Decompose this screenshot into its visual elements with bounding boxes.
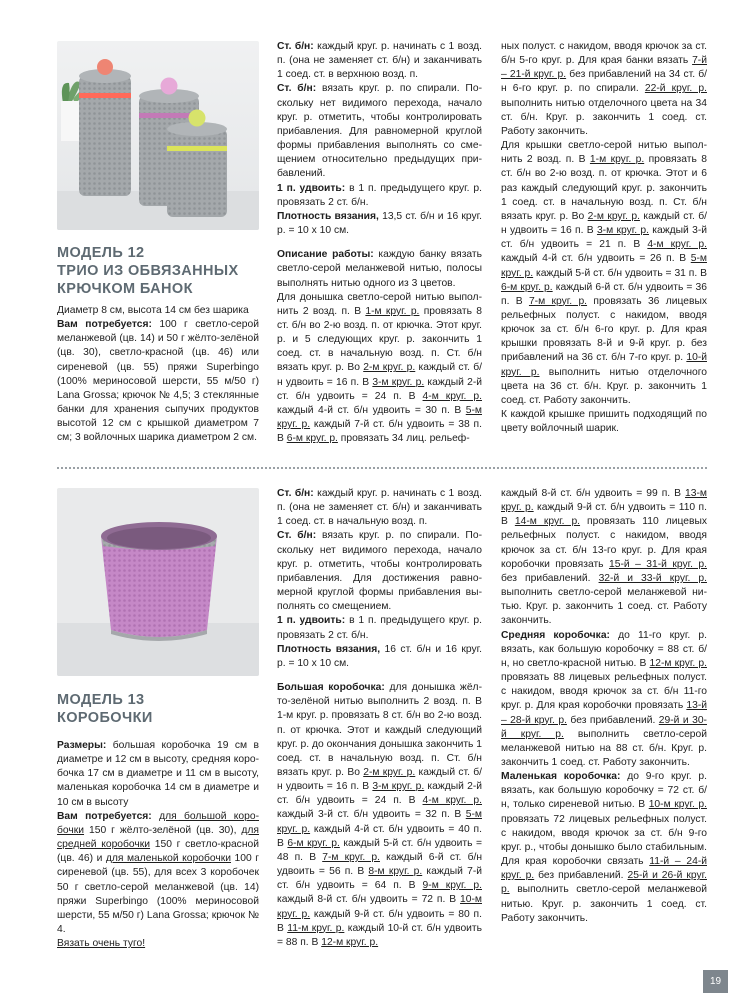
model12-title-2: ТРИО ИЗ ОБВЯЗАННЫХ — [57, 263, 239, 279]
model12-ball-note: К каждой крышке пришить подходящий по цвету войлочный шарик. — [501, 409, 707, 435]
model13-title-2: КОРОБОЧКИ — [57, 710, 153, 726]
model12-column-2 — [277, 40, 482, 446]
model13-title-1: МОДЕЛЬ 13 — [57, 692, 145, 708]
model13-medium-box: Средняя коробочка: до 11-го круг. р. вязать, как большую коробочку = 88 ст. б/н, но светло-красной нитью. В 12-м круг. р. провязать 88 лицевых рельефных полуст. с накидом, вводя крючок за ст. б/н 11-го круг. р. Для края коробочки провязать 13-й – 28-й круг. р. без прибавлений. 29-й и 30-й круг. р. выполнить светло-серой меланжевой нитью на 88 ст. б/н. Круг. р. закончить 1 соед. ст. Работу закончить. — [501, 629, 707, 768]
model13-sc-rule-1: Ст. б/н: каждый круг. р. начинать с 1 возд. п. (она не заменяет ст. б/н) и заканчивать 1 соед. ст. в начальную возд. п. — [277, 488, 482, 528]
model12-gauge: Плотность вязания, 13,5 ст. б/н и 16 круг. р. = 10 х 10 см. — [277, 210, 482, 237]
model12-column-1 — [57, 304, 259, 446]
page-number: 19 — [703, 970, 728, 993]
model13-increase-rule: 1 п. удвоить: в 1 п. предыдущего круг. р. провязать 2 ст. б/н. — [277, 615, 482, 641]
section-divider — [57, 467, 707, 469]
model13-sc-rule-2: Ст. б/н: вязать круг. р. по спирали. Поскольку нет видимого перехода, начало круг. р. отметить, чтобы контролировать прибавления. Для достижения равномерной круглой формы прибавления выполнять со смещением. — [277, 530, 482, 613]
model12-materials: Вам потребуется: 100 г светло-серой меланжевой (цв. 14) и 50 г жёлто-зелёной (цв. 30), светло-красной (цв. 46) или сиреневой (цв. 55) пряжи Superbingo (100% мериносовой шерсти, 55 м/50 г) Lana Grossa; крючок № 4,5; 3 стеклянные банки для хранения сыпучих продуктов высотой 12 см с крышкой диаметром 7 см; 3 войлочных шарика диаметром 2 см. — [57, 319, 259, 444]
model13-column-2 — [277, 487, 482, 950]
basket-photo — [57, 488, 259, 676]
jars-photo — [57, 41, 259, 230]
model12-bottom-instructions: Для донышка светло-серой нитью выполнить 2 возд. п. В 1-м круг. р. провязать 8 ст. б/н во 2-ю возд. п. от крючка. Этот круг. р. и 5 следующих круг. р. закончить 1 соед. ст. в начальную возд. п. Ст. б/н вязать круг. р. Во 2-м круг. р. каждый ст. б/н удвоить = 16 п. В 3-м круг. р. каждый 2-й ст. б/н удвоить = 24 п. В 4-м круг. р. каждый 4-й ст. б/н удвоить = 30 п. В 5-м круг. р. каждый 7-й ст. б/н удвоить = 38 п. В 6-м круг. р. провязать 34 лиц. рельеф- — [277, 291, 483, 445]
model13-materials: Вам потребуется: для большой коробочки 150 г жёлто-зелёной (цв. 30), для средней коробочки 150 г светло-красной (цв. 46) и для маленькой коробочки 100 г сиреневой (цв. 55), для всех 3 коробочек 50 г светло-серой меланжевой (цв. 14) пряжи Superbingo (100% мериносовой шерсти, 55 м/50 г) Lana Grossa; крючок № 4. — [57, 810, 260, 936]
model13-tight-note: Вязать очень туго! — [57, 938, 146, 950]
model12-description: Описание работы: каждую банку вязать светло-серой меланжевой нитью, полосы выполнять нитью одного из 3 цветов. — [277, 249, 483, 289]
model12-sc-rule-2: Ст. б/н: вязать круг. р. по спирали. Поскольку нет видимого перехода, начало круг. р. отметить, чтобы контролировать прибавления. Для равномерной круглой формы прибавления выполнять со смещением относительно предыдущих прибавлений. — [277, 83, 482, 180]
basket-illustration — [57, 488, 259, 676]
model13-gauge: Плотность вязания, 16 ст. б/н и 16 круг. р. = 10 х 10 см. — [277, 643, 483, 669]
model13-column-3 — [501, 487, 707, 926]
model12-title-3: КРЮЧКОМ БАНОК — [57, 281, 193, 297]
model12-title-1: МОДЕЛЬ 12 — [57, 245, 145, 261]
jars-illustration — [57, 41, 259, 230]
model13-sizes: Размеры: большая коробочка 19 см в диаметре и 12 см в высоту, средняя коробочка 17 см в диаметре и 11 см в высоту, маленькая коробочка 14 см в диаметре и 10 см в высоту — [57, 740, 259, 808]
model12-sc-rule-1: Ст. б/н: каждый круг. р. начинать с 1 возд. п. (она не заменяет ст. б/н) и заканчивать 1 соед. ст. в верхнюю возд. п. — [277, 41, 482, 81]
model12-intro: Диаметр 8 см, высота 14 см без шарика — [57, 305, 249, 316]
model12-column-3 — [501, 40, 707, 436]
model13-large-box-edge: каждый 8-й ст. б/н удвоить = 99 п. В 13-м круг. р. каждый 9-й ст. б/н удвоить = 110 п. В 14-м круг. р. провязать 110 лицевых рельефных полуст. с накидом, вводя крючок за ст. б/н 13-го круг. р. Для края коробочки провязать 15-й – 31-й круг. р. без прибавлений. 32-й и 33-й круг. р. выполнить светло-серой меланжевой нитью. Круг. р. закончить 1 соед. ст. Работу закончить. — [501, 488, 707, 627]
model12-jar-edge-instructions: ных полуст. с накидом, вводя крючок за ст. б/н 5-го круг. р. Для края банки вязать 7-й – 21-й круг. р. без прибавлений на 34 ст. б/н 6-го круг. р. по спирали. 22-й круг. р. выполнить нитью отделочного цвета на 34 ст. б/н. Круг. р. закончить 1 соед. ст. Работу закончить. — [501, 41, 707, 137]
model13-small-box: Маленькая коробочка: до 9-го круг. р. вязать, как большую коробочку = 72 ст. б/н, только сиреневой нитью. В 10-м круг. р. провязать 72 лицевых рельефных полуст. с накидом, вводя крючок за ст. б/н 9-го круг. р., чтобы донышко было стабильным. Для края коробочки связать 11-й – 24-й круг. р. без прибавлений. 25-й и 26-й круг. р. выполнить светло-серой меланжевой нитью. Круг. р. закончить 1 соед. ст. Работу закончить. — [501, 771, 707, 924]
model12-increase-rule: 1 п. удвоить: в 1 п. предыдущего круг. р. провязать 2 ст. б/н. — [277, 182, 482, 208]
model13-large-box: Большая коробочка: для донышка жёлто-зелёной нитью выполнить 2 возд. п. В 1-м круг. р. провязать 8 ст. б/н во 2-ю возд. п. от крючка. Этот и каждый следующий круг. р. до окончания донышка закончить 1 соед. ст. в начальную возд. п. Ст. б/н вязать круг. р. Во 2-м круг. р. каждый ст. б/н удвоить = 16 п. В 3-м круг. р. каждый 2-й ст. б/н удвоить = 24 п. В 4-м круг. р. каждый 3-й ст. б/н удвоить = 32 п. В 5-м круг. р. каждый 4-й ст. б/н удвоить = 40 п. В 6-м круг. р. каждый 5-й ст. б/н удвоить = 48 п. В 7-м круг. р. каждый 6-й ст. б/н удвоить = 56 п. В 8-м круг. р. каждый 7-й ст. б/н удвоить = 64 п. В 9-м круг. р. каждый 8-й ст. б/н удвоить = 72 п. В 10-м круг. р. каждый 9-й ст. б/н удвоить = 80 п. В 11-м круг. р. каждый 10-й ст. б/н удвоить = 88 п. В 12-м круг. р. — [277, 682, 483, 948]
model12-lid-instructions: Для крышки светло-серой нитью выполнить 2 возд. п. В 1-м круг. р. провязать 8 ст. б/н во 2-ю возд. п. от крючка. Этот и 6 раз каждый следующий круг. р. закончить 1 соед. ст. в начальную возд. п. Ст. б/н вязать круг. р. Во 2-м круг. р. каждый ст. б/н удвоить = 16 п. В 3-м круг. р. каждый 3-й ст. б/н удвоить = 21 п. В 4-м круг. р. каждый 4-й ст. б/н удвоить = 26 п. В 5-м круг. р. каждый 5-й ст. б/н удвоить = 31 п. В 6-м круг. р. каждый 6-й ст. б/н удвоить = 36 п. В 7-м круг. р. провязать 36 лицевых рельефных полуст. с накидом, вводя крючок за ст. б/н 6-го круг. р. Для края крышки провязать 8-й и 9-й круг. р. без прибавлений на 36 ст. б/н 7-го круг. р. 10-й круг. р. выполнить нитью отделочного цвета на 36 ст. б/н. Круг. р. закончить 1 соед. ст. Работу закончить. — [501, 140, 708, 406]
model13-column-1 — [57, 739, 259, 951]
